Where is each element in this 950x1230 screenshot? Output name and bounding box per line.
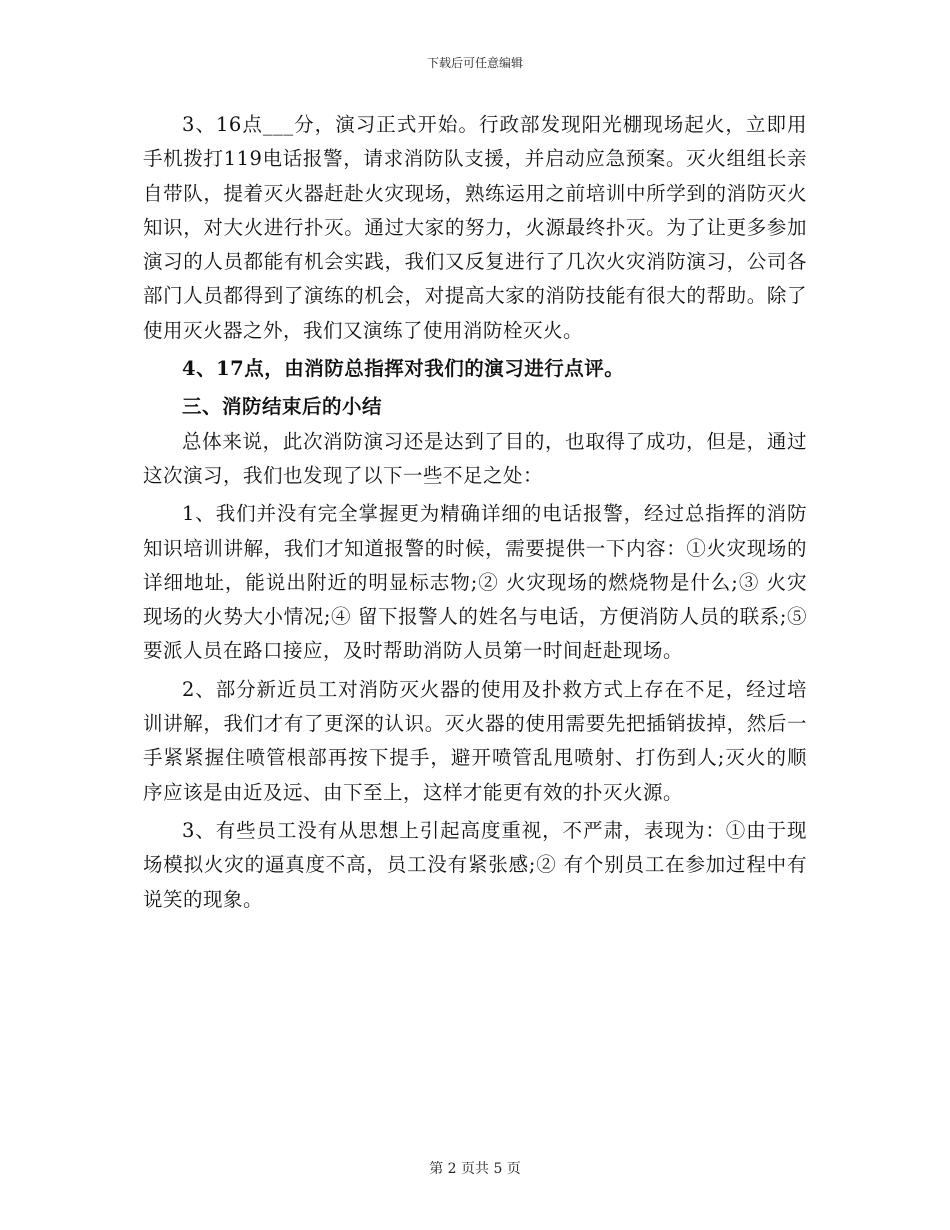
page-footer: 第 2 页共 5 页 <box>429 1161 521 1177</box>
page-header: 下载后可任意编辑 <box>426 56 523 70</box>
document-body <box>143 108 807 917</box>
paragraph-step-4: 4、17点，由消防总指挥对我们的演习进行点评。 <box>182 357 625 381</box>
paragraph-step-3: 3、16点___分，演习正式开始。行政部发现阳光棚现场起火，立即用手机拨打119电话报警，请求消防队支援，并启动应急预案。灭火组组长亲自带队，提着灭火器赶赴火灾现场，熟练运用之前培训中所学到的消防灭火知识，对大火进行扑灭。通过大家的努力，火源最终扑灭。为了让更多参加演习的人员都能有机会实践，我们又反复进行了几次火灾消防演习，公司各部门人员都得到了演练的机会，对提高大家的消防技能有很大的帮助。除了使用灭火器之外，我们又演练了使用消防栓灭火。 <box>143 113 807 342</box>
paragraph-summary-intro: 总体来说，此次消防演习还是达到了目的，也取得了成功，但是，通过这次演习，我们也发现了以下一些不足之处： <box>143 429 807 487</box>
paragraph-issue-3: 3、有些员工没有从思想上引起高度重视，不严肃，表现为：①由于现场模拟火灾的逼真度不高，员工没有紧张感;② 有个别员工在参加过程中有说笑的现象。 <box>143 818 807 911</box>
paragraph-issue-2: 2、部分新近员工对消防灭火器的使用及扑救方式上存在不足，经过培训讲解，我们才有了更深的认识。灭火器的使用需要先把插销拔掉，然后一手紧紧握住喷管根部再按下提手，避开喷管乱甩喷射、打伤到人;灭火的顺序应该是由近及远、由下至上，这样才能更有效的扑灭火源。 <box>143 677 807 804</box>
section-heading-summary: 三、消防结束后的小结 <box>182 395 383 419</box>
paragraph-issue-1: 1、我们并没有完全掌握更为精确详细的电话报警，经过总指挥的消防知识培训讲解，我们才知道报警的时候，需要提供一下内容：①火灾现场的详细地址，能说出附近的明显标志物;② 火灾现场的燃烧物是什么;③ 火灾现场的火势大小情况;④ 留下报警人的姓名与电话，方便消防人员的联系;⑤ 要派人员在路口接应，及时帮助消防人员第一时间赶赴现场。 <box>143 502 807 663</box>
